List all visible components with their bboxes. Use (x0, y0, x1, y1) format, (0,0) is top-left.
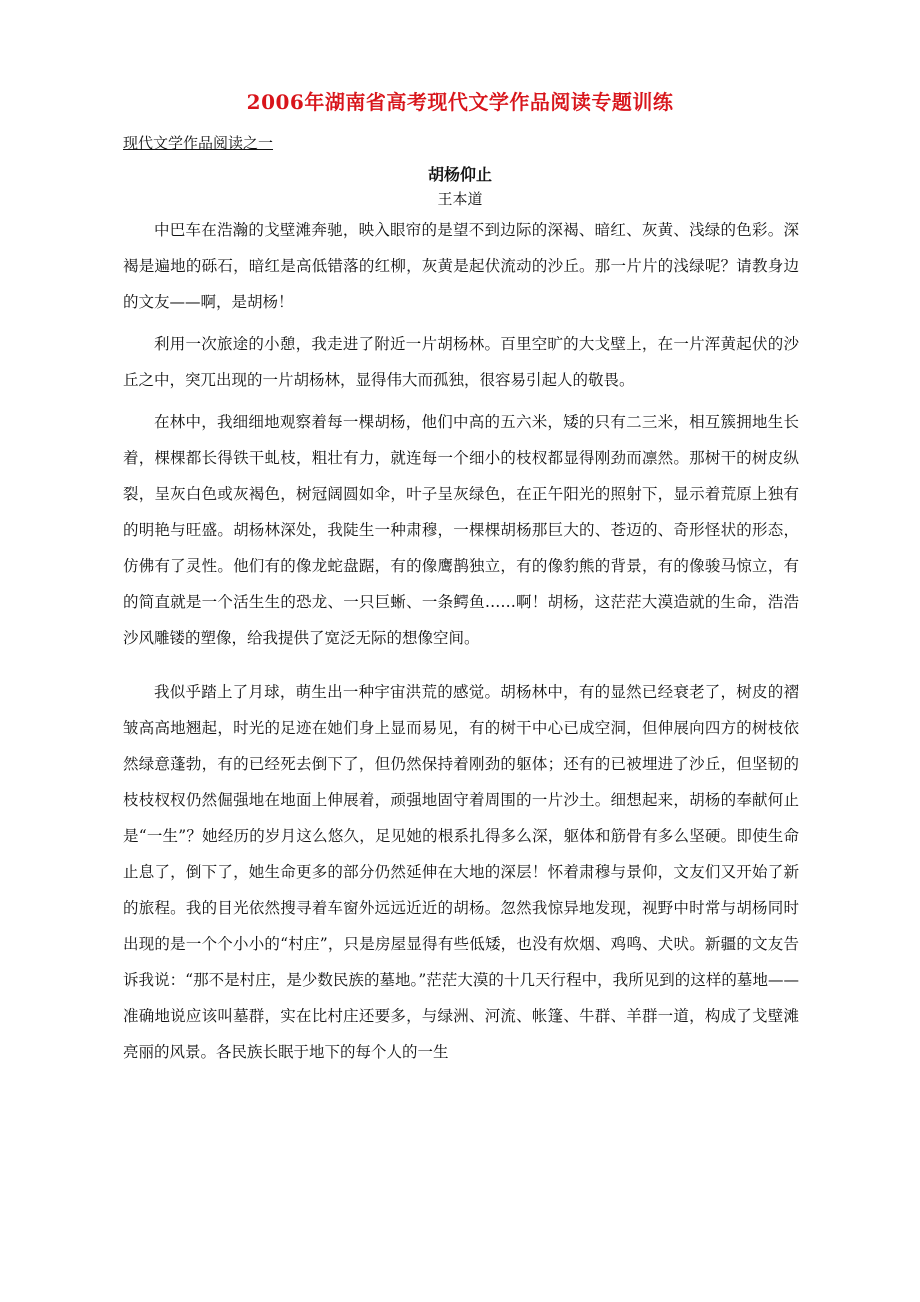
document-title: 2006年湖南省高考现代文学作品阅读专题训练 (246, 90, 674, 114)
series-label: 现代文学作品阅读之一 (123, 134, 274, 152)
paragraph: 利用一次旅途的小憩，我走进了附近一片胡杨林。百里空旷的大戈壁上，在一片浑黄起伏的沙丘之中，突兀出现的一片胡杨林，显得伟大而孤独，很容易引起人的敬畏。 (123, 335, 799, 389)
paragraph: 中巴车在浩瀚的戈壁滩奔驰，映入眼帘的是望不到边际的深褐、暗红、灰黄、浅绿的色彩。深褐是遍地的砾石，暗红是高低错落的红柳，灰黄是起伏流动的沙丘。那一片片的浅绿呢？请教身边的文友——啊，是胡杨！ (123, 221, 799, 311)
article-title: 胡杨仰止 (427, 165, 492, 184)
article-body (123, 212, 799, 1070)
paragraph: 在林中，我细细地观察着每一棵胡杨，他们中高的五六米，矮的只有二三米，相互簇拥地生长着，棵棵都长得铁干虬枝，粗壮有力，就连每一个细小的枝杈都显得刚劲而凛然。那树干的树皮纵裂，呈灰白色或灰褐色，树冠阔圆如伞，叶子呈灰绿色，在正午阳光的照射下，显示着荒原上独有的明艳与旺盛。胡杨林深处，我陡生一种肃穆，一棵棵胡杨那巨大的、苍迈的、奇形怪状的形态，仿佛有了灵性。他们有的像龙蛇盘踞，有的像鹰鹊独立，有的像豹熊的背景，有的像骏马惊立，有的简直就是一个活生生的恐龙、一只巨蜥、一条鳄鱼……啊！胡杨，这茫茫大漠造就的生命，浩浩沙风雕镂的塑像，给我提供了宽泛无际的想像空间。 (123, 413, 799, 647)
paragraph: 我似乎踏上了月球，萌生出一种宇宙洪荒的感觉。胡杨林中，有的显然已经衰老了，树皮的褶皱高高地翘起，时光的足迹在她们身上显而易见，有的树干中心已成空洞，但伸展向四方的树枝依然绿意蓬勃，有的已经死去倒下了，但仍然保持着刚劲的躯体；还有的已被埋进了沙丘，但坚韧的枝枝杈杈仍然倔强地在地面上伸展着，顽强地固守着周围的一片沙土。细想起来，胡杨的奉献何止是“一生”？她经历的岁月这么悠久，足见她的根系扎得多么深，躯体和筋骨有多么坚硬。即使生命止息了，倒下了，她生命更多的部分仍然延伸在大地的深层！怀着肃穆与景仰，文友们又开始了新的旅程。我的目光依然搜寻着车窗外远远近近的胡杨。忽然我惊异地发现，视野中时常与胡杨同时出现的是一个个小小的“村庄”，只是房屋显得有些低矮，也没有炊烟、鸡鸣、犬吠。新疆的文友告诉我说：“那不是村庄，是少数民族的墓地。”茫茫大漠的十几天行程中，我所见到的这样的墓地——准确地说应该叫墓群，实在比村庄还要多，与绿洲、河流、帐篷、牛群、羊群一道，构成了戈壁滩亮丽的风景。各民族长眠于地下的每个人的一生 (123, 683, 799, 1061)
article-author: 王本道 (437, 190, 483, 208)
